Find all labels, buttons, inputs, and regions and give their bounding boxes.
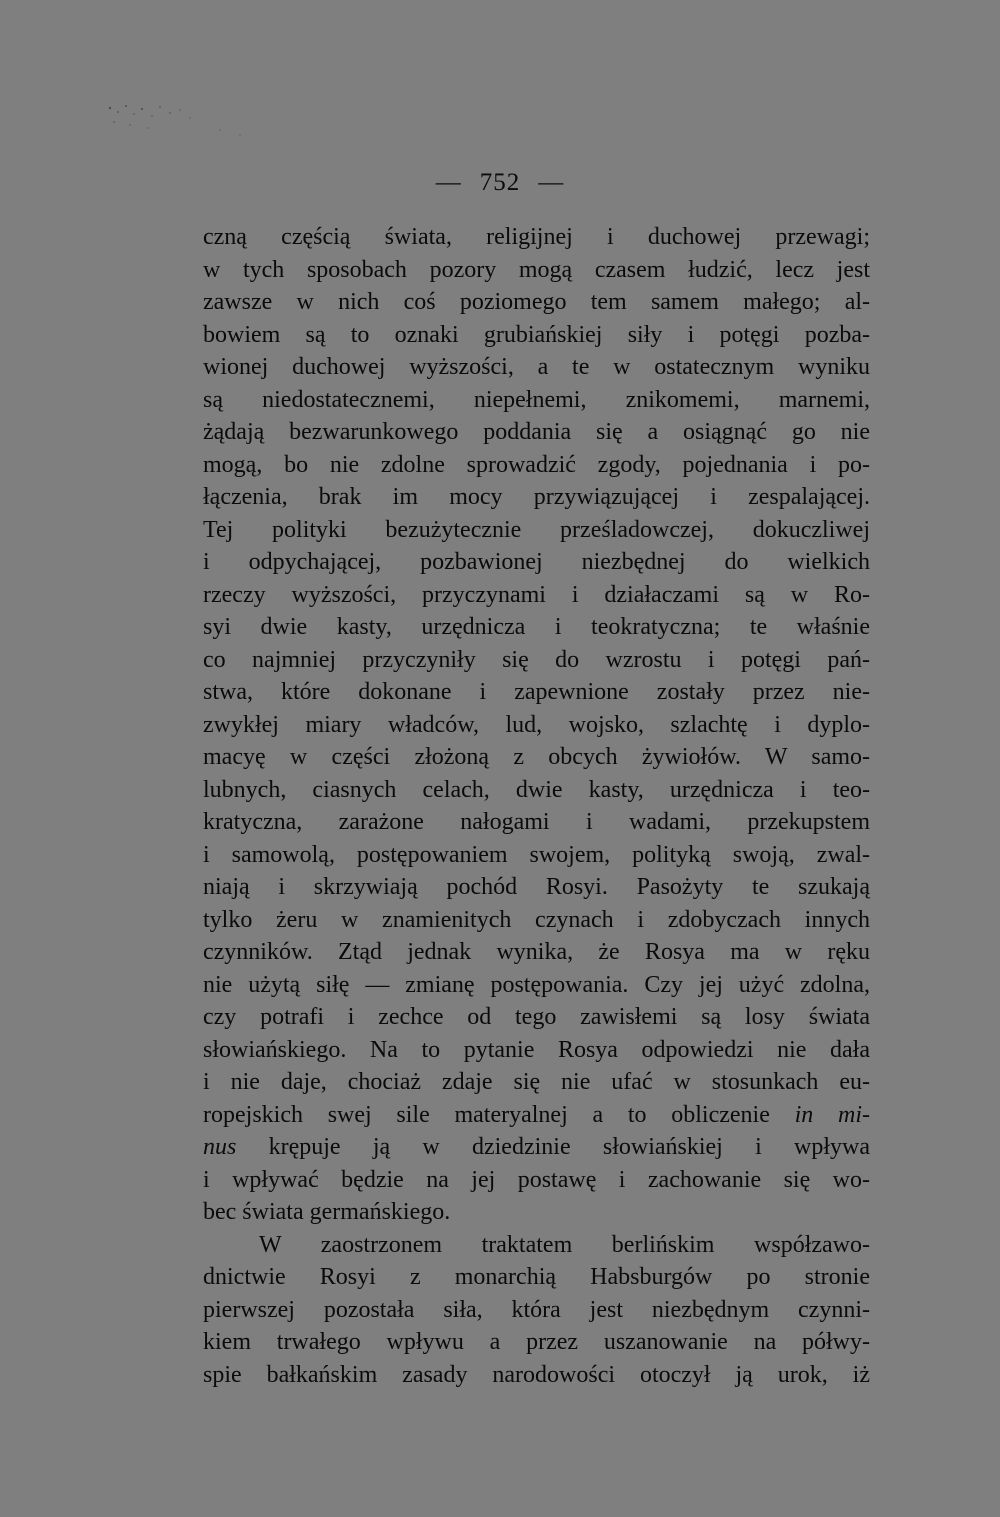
text-line: kratyczna, zarażone nałogami i wadami, przekupstem	[203, 809, 870, 835]
text-line: stwa, które dokonane i zapewnione zostały przez nie-	[203, 679, 870, 705]
text-line: czy potrafi i zechce od tego zawisłemi są losy świata	[203, 1004, 870, 1030]
text-line: nie użytą siłę — zmianę postępowania. Czy jej użyć zdolna,	[203, 971, 870, 998]
text-line: są niedostatecznemi, niepełnemi, znikomemi, marnemi,	[203, 386, 870, 413]
text-line: łączenia, brak im mocy przywiązującej i zespalającej.	[203, 484, 870, 510]
text-line: wionej duchowej wyższości, a te w ostatecznym wyniku	[203, 354, 870, 380]
text-line: niają i skrzywiają pochód Rosyi. Pasożyty te szukają	[203, 874, 870, 900]
body-text	[203, 221, 870, 1391]
text-line: spie bałkańskim zasady narodowości otoczył ją urok, iż	[203, 1361, 870, 1388]
paragraph-start-line: W zaostrzonem traktatem berlińskim współzawo-	[259, 1231, 870, 1258]
text-line: czną częścią świata, religijnej i duchowej przewagi;	[203, 224, 870, 250]
text-line: czynników. Ztąd jednak wynika, że Rosya ma w ręku	[203, 939, 870, 965]
text-line: bowiem są to oznaki grubiańskiej siły i potęgi pozba-	[203, 321, 870, 348]
text-line: słowiańskiego. Na to pytanie Rosya odpowiedzi nie dała	[203, 1036, 870, 1063]
text-line-with-italic	[203, 1131, 870, 1164]
page-number: 752	[479, 169, 521, 196]
italic-phrase: in mi-	[794, 1101, 870, 1128]
text-line: syi dwie kasty, urzędnicza i teokratyczna; te właśnie	[203, 614, 870, 640]
text-line: i nie daje, chociaż zdaje się nie ufać w stosunkach eu-	[203, 1069, 870, 1095]
print-specks-decoration	[100, 100, 260, 140]
text-line: mogą, bo nie zdolne sprowadzić zgody, pojednania i po-	[203, 451, 870, 478]
text-line-part: krępuje ją w dziedzinie słowiańskiej i wpływa	[268, 1134, 871, 1160]
text-line: macyę w części złożoną z obcych żywiołów. W samo-	[203, 744, 870, 770]
text-line-with-italic	[203, 1099, 870, 1132]
text-line: kiem trwałego wpływu a przez uszanowanie na półwy-	[203, 1329, 870, 1355]
italic-phrase: nus	[203, 1134, 237, 1160]
text-line: dnictwie Rosyi z monarchią Habsburgów po stronie	[203, 1264, 870, 1290]
page-number-dash-right: —	[538, 169, 565, 196]
text-line: i wpływać będzie na jej postawę i zachowanie się wo-	[203, 1166, 870, 1193]
text-line: co najmniej przyczyniły się do wzrostu i potęgi pań-	[203, 646, 870, 673]
paragraph-end-line: bec świata germańskiego.	[203, 1199, 451, 1225]
text-line: w tych sposobach pozory mogą czasem łudzić, lecz jest	[203, 256, 870, 283]
text-line: lubnych, ciasnych celach, dwie kasty, urzędnicza i teo-	[203, 776, 870, 803]
text-line: pierwszej pozostała siła, która jest niezbędnym czynni-	[203, 1296, 870, 1323]
text-line: zwykłej miary władców, lud, wojsko, szlachtę i dyplo-	[203, 711, 870, 738]
text-line: i samowolą, postępowaniem swojem, polityką swoją, zwal-	[203, 841, 870, 868]
page-number-header	[0, 166, 1000, 200]
page-number-dash-left: —	[435, 169, 462, 196]
text-line: zawsze w nich coś poziomego tem samem małego; al-	[203, 289, 870, 315]
text-line: żądają bezwarunkowego poddania się a osiągnąć go nie	[203, 419, 870, 445]
text-line: tylko żeru w znamienitych czynach i zdobyczach innych	[203, 906, 870, 933]
text-line-part: ropejskich swej sile materyalnej a to obliczenie	[203, 1101, 770, 1128]
text-line: rzeczy wyższości, przyczynami i działaczami są w Ro-	[203, 581, 870, 608]
text-line: Tej polityki bezużytecznie prześladowczej, dokuczliwej	[203, 516, 870, 543]
text-line: i odpychającej, pozbawionej niezbędnej do wielkich	[203, 549, 870, 575]
